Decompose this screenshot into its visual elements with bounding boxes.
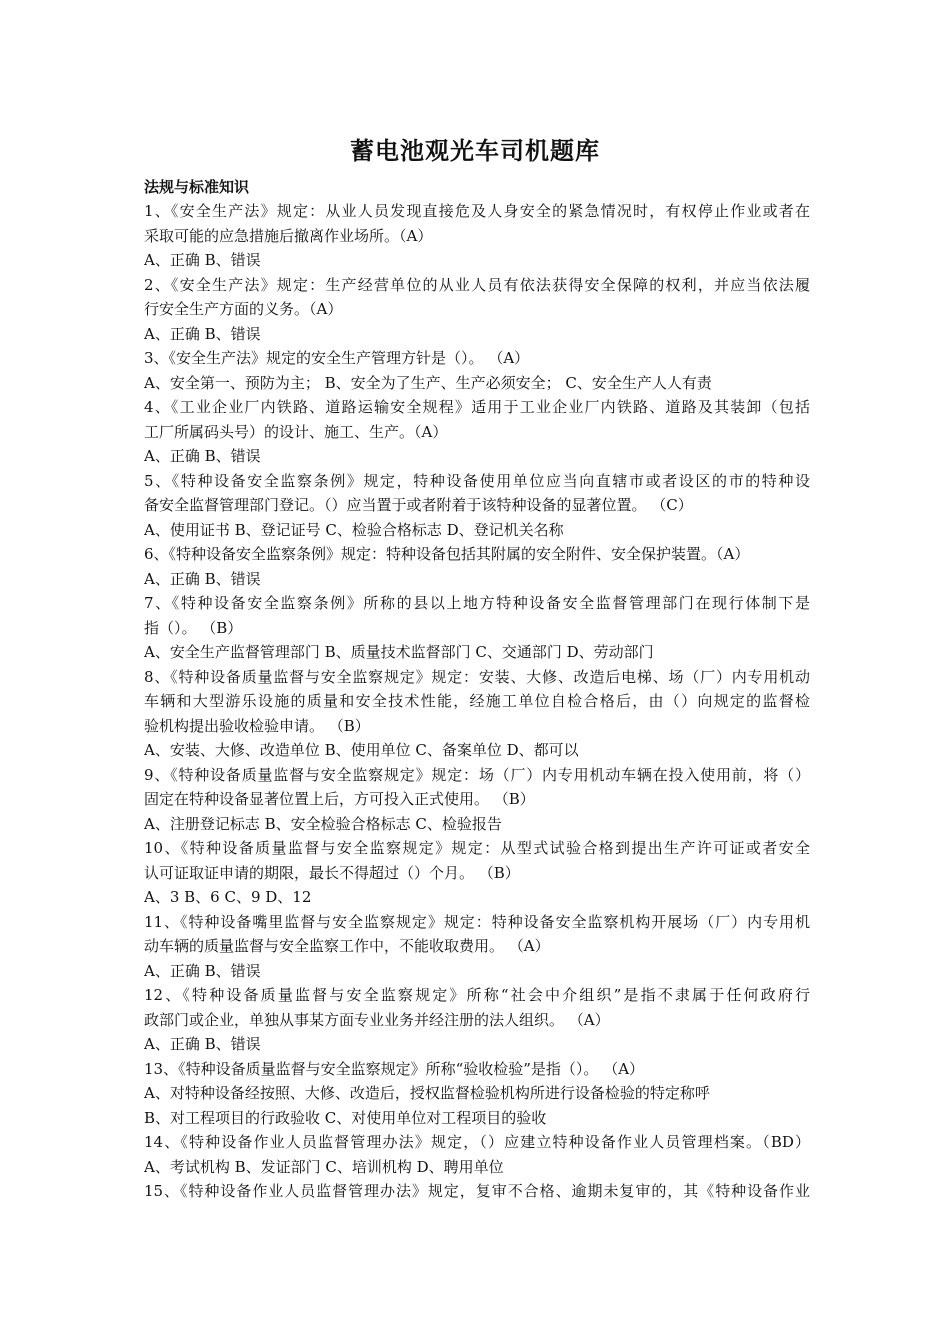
text-line: 13、《特种设备质量监督与安全监察规定》所称“验收检验”是指（）。 （A） [144,1059,645,1078]
text-line: 动车辆的质量监督与安全监察工作中，不能收取费用。 （A） [144,937,550,955]
text-line: A、对特种设备经按照、大修、改造后，授权监督检验机构所进行设备检验的特定称呼 [144,1084,710,1102]
text-line: 2、《安全生产法》规定：生产经营单位的从业人员有依法获得安全保障的权利，并应当依法履 [144,275,810,294]
page-title: 蓄电池观光车司机题库 [350,137,600,165]
text-line: A、正确 B、错误 [144,251,261,269]
text-line: 备安全监督管理部门登记。（）应当置于或者附着于该特种设备的显著位置。 （C） [144,496,693,514]
text-line: A、安装、大修、改造单位 B、使用单位 C、备案单位 D、都可以 [144,741,579,759]
text-line: A、正确 B、错误 [144,324,261,343]
text-line: 工厂所属码头号）的设计、施工、生产。（A） [144,422,448,441]
text-line: A、正确 B、错误 [144,1035,261,1053]
text-line: 4、《工业企业厂内铁路、道路运输安全规程》适用于工业企业厂内铁路、道路及其装卸（包括 [144,398,810,416]
text-line: 6、《特种设备安全监察条例》规定：特种设备包括其附属的安全附件、安全保护装置。（A） [144,545,750,563]
text-line: 车辆和大型游乐设施的质量和安全技术性能，经施工单位自检合格后，由（）向规定的监督检 [144,692,810,710]
text-line: 验机构提出验收检验申请。 （B） [144,716,370,735]
text-line: 12、《特种设备质量监督与安全监察规定》所称“社会中介组织”是指不隶属于任何政府行 [144,986,810,1004]
document-body [144,175,810,1204]
text-line: 采取可能的应急措施后撤离作业场所。（A） [144,226,433,245]
text-line: 14、《特种设备作业人员监督管理办法》规定，（）应建立特种设备作业人员管理档案。（BD） [144,1133,810,1151]
text-line: A、正确 B、错误 [144,447,261,465]
text-line: A、使用证书 B、登记证号 C、检验合格标志 D、登记机关名称 [144,520,564,539]
text-line: A、正确 B、错误 [144,569,261,588]
text-line: 政部门或企业，单独从事某方面专业业务并经注册的法人组织。 （A） [144,1010,610,1029]
text-line: A、考试机构 B、发证部门 C、培训机构 D、聘用单位 [144,1157,504,1176]
text-line: 固定在特种设备显著位置上后，方可投入正式使用。 （B） [144,790,535,808]
text-line: 11、《特种设备嘴里监督与安全监察规定》规定：特种设备安全监察机构开展场（厂）内专用机 [144,912,810,931]
text-line: 8、《特种设备质量监督与安全监察规定》规定：安装、大修、改造后电梯、场（厂）内专用机动 [144,667,810,686]
text-line: 9、《特种设备质量监督与安全监察规定》规定：场（厂）内专用机动车辆在投入使用前，将（） [144,765,810,784]
text-line: 7、《特种设备安全监察条例》所称的县以上地方特种设备安全监督管理部门在现行体制下是 [144,594,810,612]
text-line: 15、《特种设备作业人员监督管理办法》规定，复审不合格、逾期未复审的，其《特种设备作业 [144,1182,810,1200]
text-line: 1、《安全生产法》规定：从业人员发现直接危及人身安全的紧急情况时，有权停止作业或者在 [144,202,810,220]
text-line: 3、《安全生产法》规定的安全生产管理方针是（）。 （A） [144,349,530,367]
section-heading: 法规与标准知识 [144,178,250,196]
text-line: 行安全生产方面的义务。（A） [144,300,343,318]
text-line: A、注册登记标志 B、安全检验合格标志 C、检验报告 [144,814,502,833]
text-line: 指（）。 （B） [144,618,243,637]
text-line: B、对工程项目的行政验收 C、对使用单位对工程项目的验收 [144,1108,547,1127]
text-line: 5、《特种设备安全监察条例》规定，特种设备使用单位应当向直辖市或者设区的市的特种设 [144,471,810,490]
text-line: 10、《特种设备质量监督与安全监察规定》规定：从型式试验合格到提出生产许可证或者安全 [144,839,810,857]
text-line: 认可证取证申请的期限，最长不得超过（）个月。 （B） [144,863,520,882]
text-line: A、安全生产监督管理部门 B、质量技术监督部门 C、交通部门 D、劳动部门 [144,643,654,661]
text-line: A、3 B、6 C、9 D、12 [144,888,312,906]
text-line: A、安全第一、预防为主； B、安全为了生产、生产必须安全； C、安全生产人人有责 [144,373,712,392]
text-line: A、正确 B、错误 [144,961,261,980]
